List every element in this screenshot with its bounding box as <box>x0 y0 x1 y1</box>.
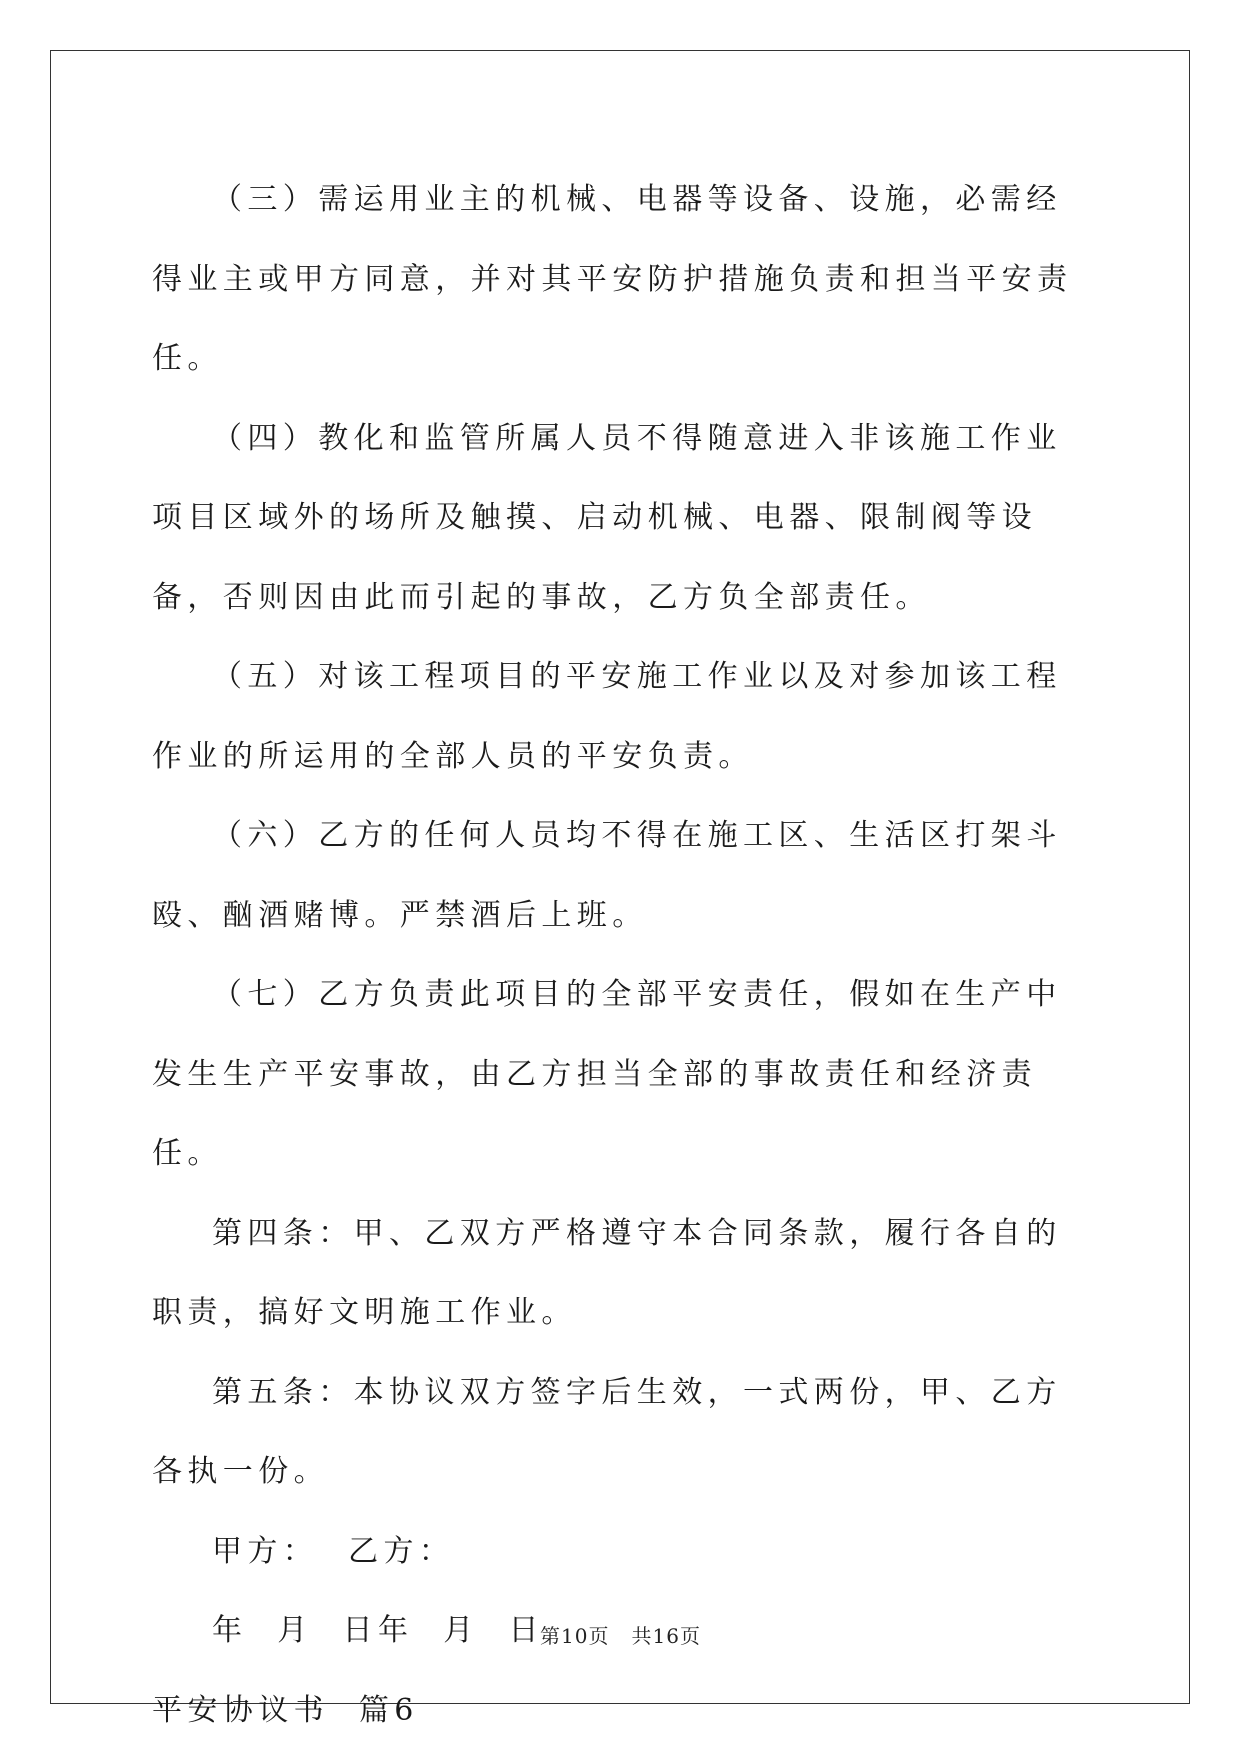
document-body <box>152 160 1094 1750</box>
section-heading: 平安协议书 篇6 <box>152 1692 419 1728</box>
paragraph-clause-3-item-3: （三）需运用业主的机械、电器等设备、设施，必需经得业主或甲方同意，并对其平安防护措施负责和担当平安责任。 <box>152 182 1073 376</box>
paragraph-clause-3-item-4: （四）教化和监管所属人员不得随意进入非该施工作业项目区域外的场所及触摸、启动机械、电器、限制阀等设备，否则因由此而引起的事故，乙方负全部责任。 <box>152 420 1062 615</box>
current-page-number: 第10页 <box>540 1624 610 1648</box>
paragraph-article-4: 第四条：甲、乙双方严格遵守本合同条款，履行各自的职责，搞好文明施工作业。 <box>152 1215 1062 1330</box>
paragraph-clause-3-item-5: （五）对该工程项目的平安施工作业以及对参加该工程作业的所运用的全部人员的平安负责。 <box>152 659 1062 774</box>
paragraph-article-5: 第五条：本协议双方签字后生效，一式两份，甲、乙方各执一份。 <box>152 1374 1062 1489</box>
signature-parties-line: 甲方： 乙方： <box>212 1533 455 1569</box>
paragraph-clause-3-item-6: （六）乙方的任何人员均不得在施工区、生活区打架斗殴、酗酒赌博。严禁酒后上班。 <box>152 818 1062 933</box>
page-footer <box>0 1620 1241 1649</box>
paragraph-clause-3-item-7: （七）乙方负责此项目的全部平安责任，假如在生产中发生生产平安事故，由乙方担当全部的事故责任和经济责任。 <box>152 977 1062 1171</box>
total-page-count: 共16页 <box>631 1624 701 1648</box>
signature-dates-line: 年 月 日年 月 日 <box>212 1613 544 1648</box>
